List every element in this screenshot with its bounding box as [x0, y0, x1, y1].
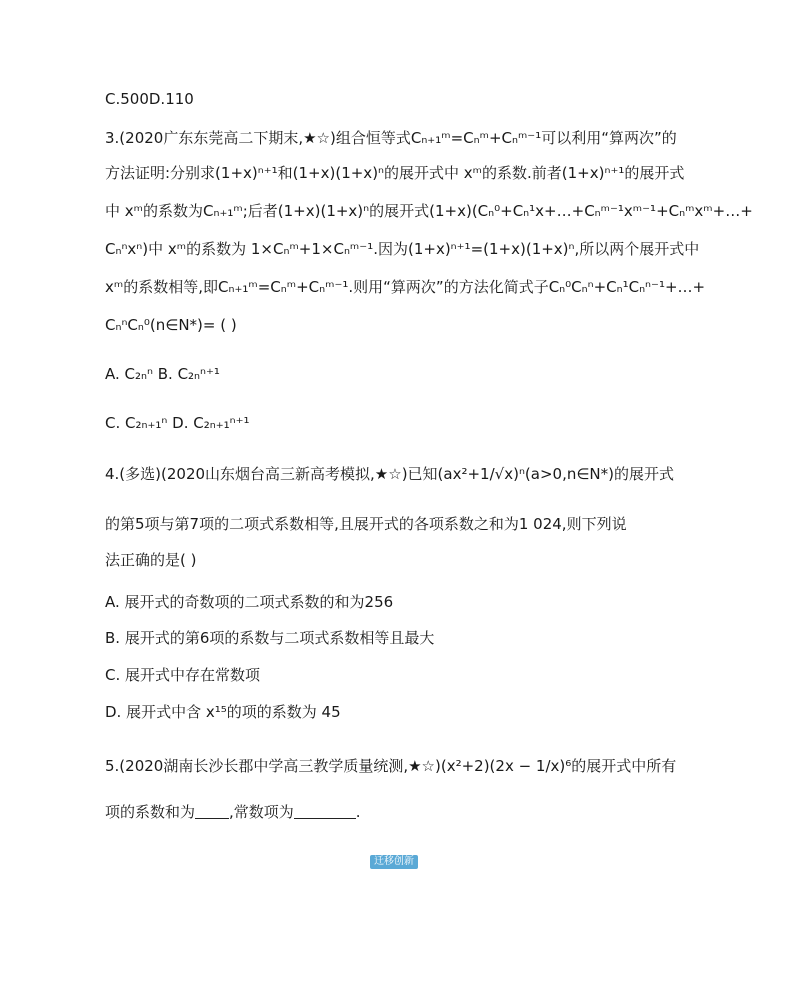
section-badge: 迁移创新 — [370, 855, 418, 869]
q4-line-1: 4.(多选)(2020山东烟台高三新高考模拟,★☆)已知(ax²+1/√x)ⁿ(a>0,n∈N*)的展开式 — [105, 465, 674, 483]
line-options-prev: C.500D.110 — [105, 90, 194, 108]
q3-options-cd: C. C₂ₙ₊₁ⁿ D. C₂ₙ₊₁ⁿ⁺¹ — [105, 414, 250, 432]
q3-options-ab: A. C₂ₙⁿ B. C₂ₙⁿ⁺¹ — [105, 365, 220, 383]
q3-line-2: 方法证明:分别求(1+x)ⁿ⁺¹和(1+x)(1+x)ⁿ的展开式中 xᵐ的系数.前者(1+x)ⁿ⁺¹的展开式 — [105, 164, 685, 182]
answer-blank-2 — [294, 802, 356, 819]
q5-text-c: . — [355, 803, 361, 821]
q3-line-6: CₙⁿCₙ⁰(n∈N*)= ( ) — [105, 316, 237, 334]
q3-line-1: 3.(2020广东东莞高二下期末,★☆)组合恒等式Cₙ₊₁ᵐ=Cₙᵐ+Cₙᵐ⁻¹可以利用“算两次”的 — [105, 129, 677, 147]
q4-option-a: A. 展开式的奇数项的二项式系数的和为256 — [105, 593, 394, 611]
q5-text-b: ,常数项为 — [229, 803, 294, 821]
q4-line-2: 的第5项与第7项的二项式系数相等,且展开式的各项系数之和为1 024,则下列说 — [105, 515, 627, 533]
q3-line-4: Cₙⁿxⁿ)中 xᵐ的系数为 1×Cₙᵐ+1×Cₙᵐ⁻¹.因为(1+x)ⁿ⁺¹=(1+x)(1+x)ⁿ,所以两个展开式中 — [105, 240, 700, 258]
q4-option-b: B. 展开式的第6项的系数与二项式系数相等且最大 — [105, 629, 435, 647]
q4-line-3: 法正确的是( ) — [105, 551, 197, 569]
q3-line-5: xᵐ的系数相等,即Cₙ₊₁ᵐ=Cₙᵐ+Cₙᵐ⁻¹.则用“算两次”的方法化简式子Cₙ⁰Cₙⁿ+Cₙ¹Cₙⁿ⁻¹+…+ — [105, 278, 706, 296]
q3-line-3: 中 xᵐ的系数为Cₙ₊₁ᵐ;后者(1+x)(1+x)ⁿ的展开式(1+x)(Cₙ⁰+Cₙ¹x+…+Cₙᵐ⁻¹xᵐ⁻¹+Cₙᵐxᵐ+…+ — [105, 202, 753, 220]
q4-option-c: C. 展开式中存在常数项 — [105, 666, 261, 684]
q5-text-a: 项的系数和为 — [105, 803, 196, 821]
answer-blank-1 — [195, 802, 229, 819]
q4-option-d: D. 展开式中含 x¹⁵的项的系数为 45 — [105, 703, 341, 721]
q5-line-2 — [105, 801, 361, 823]
q5-line-1: 5.(2020湖南长沙长郡中学高三教学质量统测,★☆)(x²+2)(2x − 1/x)⁶的展开式中所有 — [105, 757, 677, 775]
